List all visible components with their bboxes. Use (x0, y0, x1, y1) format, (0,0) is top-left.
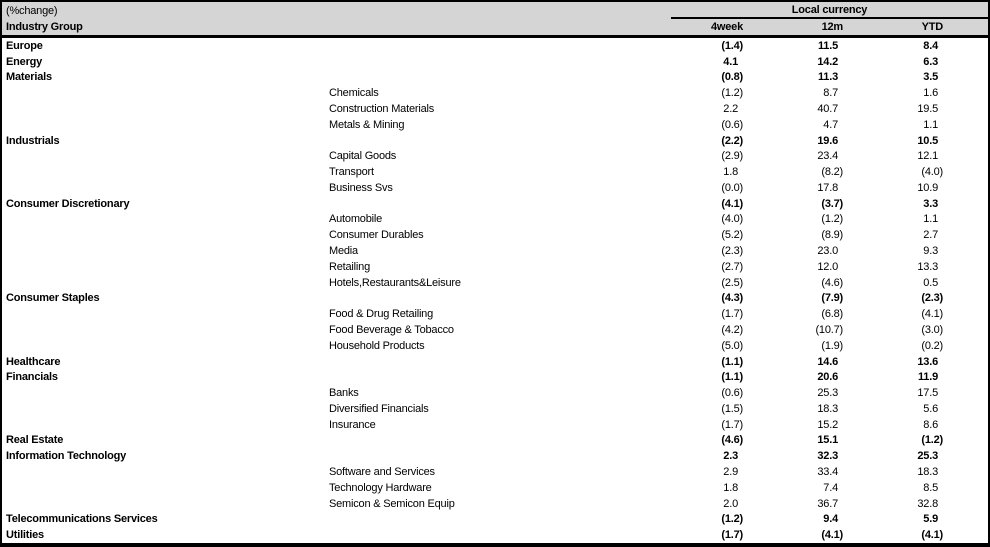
table-row (2, 433, 988, 449)
value-4week: (0.0) (721, 181, 743, 194)
value-12m: (8.2) (821, 166, 843, 179)
value-4week: (2.5) (721, 276, 743, 289)
sub-industry-label: Technology Hardware (329, 481, 432, 494)
value-ytd: (4.0) (921, 166, 943, 179)
value-4week: (1.7) (721, 308, 743, 321)
table-row (2, 385, 988, 401)
sub-industry-label: Chemicals (329, 87, 379, 100)
table-row (2, 306, 988, 322)
value-ytd: 13.6 (917, 355, 938, 368)
value-ytd: 5.6 (923, 402, 938, 415)
industry-group-label: Materials (6, 71, 52, 84)
sub-industry-label: Semicon & Semicon Equip (329, 497, 455, 510)
value-ytd: 8.4 (923, 39, 938, 52)
value-ytd: (1.2) (921, 434, 943, 447)
value-ytd: 6.3 (923, 55, 938, 68)
industry-group-column-header: Industry Group (6, 21, 83, 33)
value-4week: (2.7) (721, 260, 743, 273)
value-4week: (1.4) (721, 39, 743, 52)
value-12m: 36.7 (817, 497, 838, 510)
table-row (2, 275, 988, 291)
value-4week: 2.3 (723, 450, 738, 463)
sub-industry-label: Media (329, 245, 358, 258)
industry-group-label: Healthcare (6, 355, 61, 368)
industry-group-label: Real Estate (6, 434, 64, 447)
value-4week: (2.2) (721, 134, 743, 147)
value-4week: 2.0 (723, 497, 738, 510)
value-12m: 32.3 (817, 450, 838, 463)
table-row (2, 511, 988, 527)
value-ytd: 1.1 (923, 118, 938, 131)
table-row (2, 227, 988, 243)
table-header (2, 2, 988, 38)
sub-industry-label: Diversified Financials (329, 402, 429, 415)
table-row (2, 148, 988, 164)
column-header-12m: 12m (821, 21, 843, 33)
industry-group-label: Telecommunications Services (6, 513, 158, 526)
local-currency-label: Local currency (791, 3, 868, 16)
value-ytd: 3.5 (923, 71, 938, 84)
value-ytd: 8.5 (923, 481, 938, 494)
sub-industry-label: Metals & Mining (329, 118, 405, 131)
value-ytd: 17.5 (917, 387, 938, 400)
value-12m: 17.8 (817, 181, 838, 194)
sub-industry-label: Food & Drug Retailing (329, 308, 434, 321)
value-4week: (1.2) (721, 513, 743, 526)
value-4week: (1.7) (721, 418, 743, 431)
value-4week: (1.5) (721, 402, 743, 415)
value-12m: 15.2 (817, 418, 838, 431)
value-ytd: 8.6 (923, 418, 938, 431)
table-row (2, 38, 988, 54)
table-row (2, 417, 988, 433)
table-row (2, 243, 988, 259)
value-12m: (10.7) (815, 323, 843, 336)
sub-industry-label: Banks (329, 387, 359, 400)
value-12m: 14.6 (817, 355, 838, 368)
table-row (2, 164, 988, 180)
value-4week: (2.9) (721, 150, 743, 163)
value-ytd: 1.6 (923, 87, 938, 100)
table-row (2, 322, 988, 338)
value-12m: 14.2 (817, 55, 838, 68)
value-4week: 2.9 (723, 465, 738, 478)
value-12m: 20.6 (817, 371, 838, 384)
value-12m: 7.4 (823, 481, 838, 494)
table-row (2, 401, 988, 417)
table-row (2, 101, 988, 117)
local-currency-group-header (671, 2, 988, 19)
value-4week: (4.1) (721, 197, 743, 210)
value-4week: 1.8 (723, 166, 738, 179)
value-12m: 11.5 (817, 39, 838, 52)
value-ytd: 13.3 (917, 260, 938, 273)
value-12m: 15.1 (817, 434, 838, 447)
value-4week: (4.3) (721, 292, 743, 305)
value-12m: 11.3 (817, 71, 838, 84)
value-4week: (5.0) (721, 339, 743, 352)
value-12m: (4.1) (821, 529, 843, 542)
column-header-ytd: YTD (921, 21, 943, 33)
table-row (2, 259, 988, 275)
table-row (2, 527, 988, 543)
value-ytd: 5.9 (923, 513, 938, 526)
value-4week: (1.1) (721, 355, 743, 368)
industry-group-label: Utilities (6, 529, 44, 542)
value-ytd: (0.2) (921, 339, 943, 352)
table-row (2, 480, 988, 496)
value-4week: (0.6) (721, 387, 743, 400)
value-ytd: (2.3) (921, 292, 943, 305)
value-4week: (1.1) (721, 371, 743, 384)
value-4week: 1.8 (723, 481, 738, 494)
value-ytd: (4.1) (921, 529, 943, 542)
value-12m: 23.0 (817, 245, 838, 258)
value-ytd: 32.8 (917, 497, 938, 510)
header-row-columns (2, 19, 988, 35)
table-row (2, 180, 988, 196)
table-row (2, 338, 988, 354)
value-ytd: 11.9 (917, 371, 938, 384)
value-12m: (8.9) (821, 229, 843, 242)
sub-industry-label: Consumer Durables (329, 229, 424, 242)
table-row (2, 54, 988, 70)
value-ytd: 18.3 (917, 465, 938, 478)
value-4week: (0.8) (721, 71, 743, 84)
sub-industry-label: Business Svs (329, 181, 393, 194)
header-row-top (2, 2, 988, 19)
value-4week: (4.0) (721, 213, 743, 226)
value-4week: (0.6) (721, 118, 743, 131)
table-row (2, 464, 988, 480)
table-row (2, 496, 988, 512)
value-12m: 12.0 (817, 260, 838, 273)
value-12m: 23.4 (817, 150, 838, 163)
value-4week: (4.6) (721, 434, 743, 447)
value-12m: 18.3 (817, 402, 838, 415)
sub-industry-label: Software and Services (329, 465, 435, 478)
value-ytd: 9.3 (923, 245, 938, 258)
table-row (2, 133, 988, 149)
table-row (2, 117, 988, 133)
value-4week: (1.2) (721, 87, 743, 100)
table-row (2, 212, 988, 228)
value-ytd: 1.1 (923, 213, 938, 226)
value-12m: 40.7 (817, 103, 838, 116)
sub-industry-label: Automobile (329, 213, 383, 226)
value-ytd: 2.7 (923, 229, 938, 242)
value-12m: (7.9) (821, 292, 843, 305)
table-row (2, 291, 988, 307)
table-body (2, 38, 988, 543)
table-row (2, 85, 988, 101)
value-ytd: 10.5 (917, 134, 938, 147)
value-4week: (2.3) (721, 245, 743, 258)
value-ytd: (3.0) (921, 323, 943, 336)
sub-industry-label: Household Products (329, 339, 425, 352)
industry-group-label: Europe (6, 39, 43, 52)
industry-group-label: Consumer Staples (6, 292, 100, 305)
sub-industry-label: Retailing (329, 260, 371, 273)
value-12m: (1.9) (821, 339, 843, 352)
sub-industry-label: Construction Materials (329, 103, 435, 116)
value-4week: (1.7) (721, 529, 743, 542)
sub-industry-label: Transport (329, 166, 374, 179)
sub-industry-label: Food Beverage & Tobacco (329, 323, 454, 336)
value-ytd: 10.9 (917, 181, 938, 194)
value-12m: (3.7) (821, 197, 843, 210)
industry-group-label: Consumer Discretionary (6, 197, 130, 210)
value-4week: 4.1 (723, 55, 738, 68)
table-row (2, 448, 988, 464)
table-row (2, 196, 988, 212)
value-12m: (6.8) (821, 308, 843, 321)
percent-change-label: (%change) (6, 4, 58, 17)
value-4week: (5.2) (721, 229, 743, 242)
value-12m: 9.4 (823, 513, 838, 526)
value-12m: (4.6) (821, 276, 843, 289)
value-4week: 2.2 (723, 103, 738, 116)
sub-industry-label: Capital Goods (329, 150, 397, 163)
industry-group-label: Energy (6, 55, 43, 68)
value-ytd: 3.3 (923, 197, 938, 210)
table-row (2, 369, 988, 385)
industry-group-label: Information Technology (6, 450, 127, 463)
sub-industry-label: Hotels,Restaurants&Leisure (329, 276, 461, 289)
value-12m: 8.7 (823, 87, 838, 100)
value-12m: 25.3 (817, 387, 838, 400)
value-ytd: 12.1 (917, 150, 938, 163)
value-12m: 33.4 (817, 465, 838, 478)
table-row (2, 70, 988, 86)
industry-group-label: Financials (6, 371, 58, 384)
value-ytd: 25.3 (917, 450, 938, 463)
value-12m: 19.6 (817, 134, 838, 147)
value-12m: (1.2) (821, 213, 843, 226)
sub-industry-label: Insurance (329, 418, 376, 431)
table-row (2, 354, 988, 370)
value-ytd: 19.5 (917, 103, 938, 116)
value-ytd: (4.1) (921, 308, 943, 321)
industry-group-label: Industrials (6, 134, 60, 147)
value-ytd: 0.5 (923, 276, 938, 289)
value-12m: 4.7 (823, 118, 838, 131)
value-4week: (4.2) (721, 323, 743, 336)
column-header-4week: 4week (710, 21, 743, 33)
